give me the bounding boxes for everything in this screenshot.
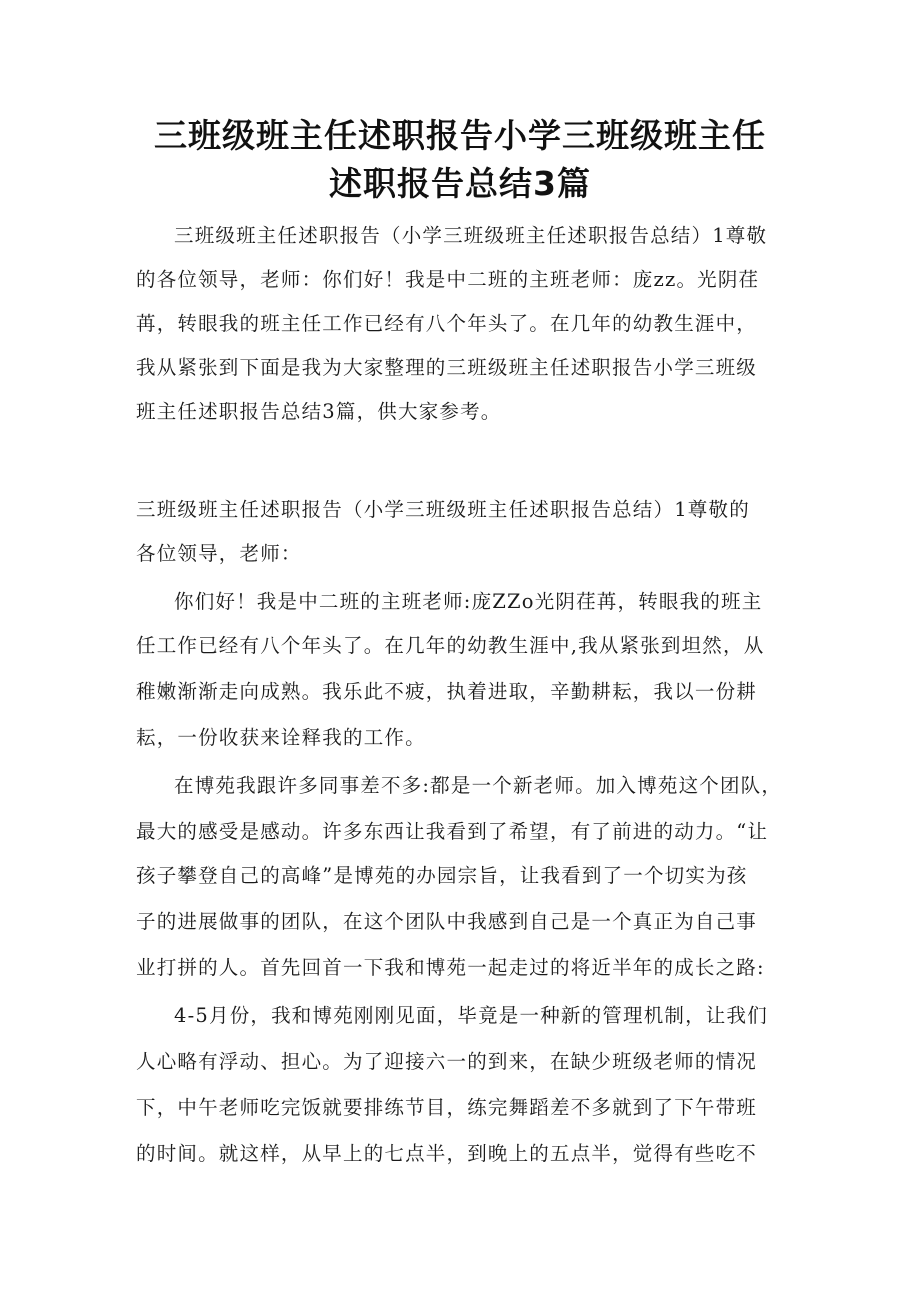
body-line: 三班级班主任述职报告（小学三班级班主任述职报告总结）1尊敬的 <box>136 498 750 521</box>
body-line: 耘，一份收获来诠释我的工作。 <box>136 726 426 749</box>
body-line: 的各位领导，老师：你们好！我是中二班的主班老师：庞zz。光阴荏 <box>136 268 760 291</box>
document-title-line-2: 述职报告总结3篇 <box>329 164 591 203</box>
body-line: 在博苑我跟许多同事差不多:都是一个新老师。加入博苑这个团队， <box>174 774 783 797</box>
body-line: 三班级班主任述职报告（小学三班级班主任述职报告总结）1尊敬 <box>174 224 768 247</box>
body-line: 最大的感受是感动。许多东西让我看到了希望，有了前进的动力。“让 <box>136 820 769 843</box>
body-line: 业打拼的人。首先回首一下我和博苑一起走过的将近半年的成长之路: <box>136 956 765 979</box>
body-line: 下，中午老师吃完饭就要排练节目，练完舞蹈差不多就到了下午带班 <box>136 1096 758 1119</box>
body-line: 的时间。就这样，从早上的七点半，到晚上的五点半，觉得有些吃不 <box>136 1142 758 1165</box>
document-title-line-1: 三班级班主任述职报告小学三班级班主任 <box>154 116 766 155</box>
body-line: 各位领导，老师： <box>136 542 302 565</box>
body-line: 我从紧张到下面是我为大家整理的三班级班主任述职报告小学三班级 <box>136 356 758 379</box>
body-line: 苒，转眼我的班主任工作已经有八个年头了。在几年的幼教生涯中， <box>136 312 758 335</box>
body-line: 任工作已经有八个年头了。在几年的幼教生涯中,我从紧张到坦然，从 <box>136 634 765 657</box>
body-line: 子的进展做事的团队，在这个团队中我感到自己是一个真正为自己事 <box>136 910 758 933</box>
body-line: 孩子攀登自己的高峰”是博苑的办园宗旨，让我看到了一个切实为孩 <box>136 864 748 887</box>
body-line: 你们好！我是中二班的主班老师:庞ZZo光阴荏苒，转眼我的班主 <box>174 590 763 613</box>
body-line: 稚嫩渐渐走向成熟。我乐此不疲，执着进取，辛勤耕耘，我以一份耕 <box>136 680 758 703</box>
body-line: 4-5月份，我和博苑刚刚见面，毕竟是一种新的管理机制，让我们 <box>174 1004 768 1027</box>
body-line: 班主任述职报告总结3篇，供大家参考。 <box>136 400 502 423</box>
body-line: 人心略有浮动、担心。为了迎接六一的到来，在缺少班级老师的情况 <box>136 1050 758 1073</box>
